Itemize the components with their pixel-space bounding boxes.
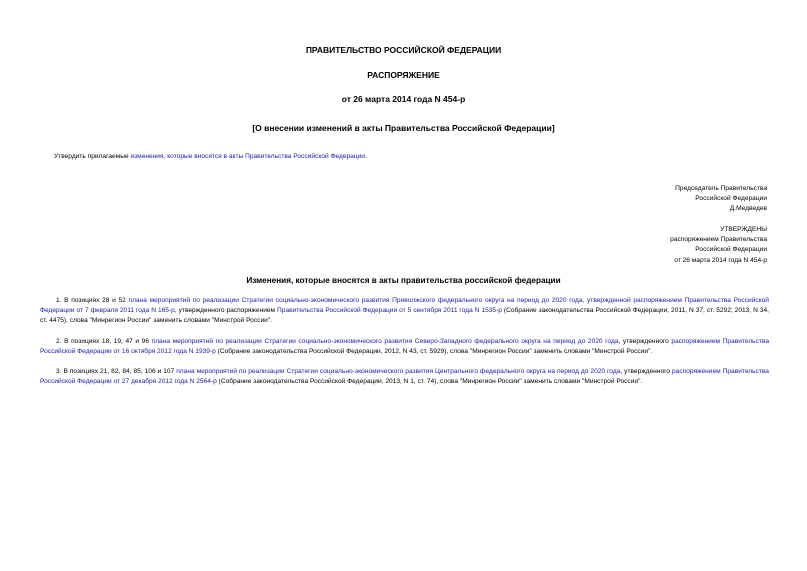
item-2-plan-link[interactable]: плана мероприятий по реализации Стратегии социально-экономического развития Северо-Западного федерального округа на период до 2020 года: [151, 338, 619, 345]
item-3-plan-link[interactable]: плана мероприятий по реализации Стратегии социально-экономического развития Центрального федерального округа на период до 2020 года: [176, 368, 621, 375]
item-2-text-c: (Собрание законодательства Российской Федерации, 2012, N 43, ст. 5929), слова "Минрегион России" заменить словами "Минстрой России".: [215, 348, 653, 356]
signature-title: Председатель Правительства: [675, 185, 767, 192]
item-3-order-link[interactable]: распоряжением Правительства Российской Федерации от 27 декабря 2012 года N 2564-р: [40, 368, 769, 386]
approval-word: УТВЕРЖДЕНЫ: [720, 226, 767, 233]
signature-block: [675, 184, 767, 215]
signature-name: Д.Медведев: [729, 205, 767, 213]
change-item-3: [40, 367, 769, 387]
item-2-text-a: 2. В позициях 18, 19, 47 и 96: [56, 338, 152, 345]
intro-paragraph: [54, 152, 367, 162]
item-2-text-b: , утвержденного: [618, 338, 672, 345]
document-subject: [О внесении изменений в акты Правительства Российской Федерации]: [252, 123, 555, 133]
item-1-text-a: 1. В позициях 28 и 52: [56, 297, 129, 304]
document-type: РАСПОРЯЖЕНИЕ: [367, 70, 440, 80]
item-1-plan-link[interactable]: плана мероприятий по реализации Стратегии социально-экономического развития Приволжского федерального округа на период до 2020 года, утвержденной распоряжением Правительства Российской Федерации от 7 февраля 2011 года N 165-р: [40, 297, 769, 315]
document-date-number: от 26 марта 2014 года N 454-р: [341, 94, 466, 104]
item-3-text-a: 3. В позициях 21, 82, 84, 85, 106 и 107: [56, 368, 177, 375]
signature-country: Российской Федерации: [695, 195, 767, 203]
item-1-order-link[interactable]: Правительства Российской Федерации от 5 сентября 2011 года N 1535-р: [277, 307, 502, 315]
intro-suffix: .: [364, 153, 367, 160]
approval-date: от 26 марта 2014 года N 454-р: [674, 256, 767, 264]
item-1-text-c: (Собрание законодательства Российской Федерации, 2011, N 37, ст. 5292; 2013, N 34, ст. 4475), слова "Минрегион России" заменить словами "Минстрой России".: [40, 307, 769, 325]
government-heading: ПРАВИТЕЛЬСТВО РОССИЙСКОЙ ФЕДЕРАЦИИ: [305, 45, 502, 55]
intro-changes-link[interactable]: изменения, которые вносятся в акты Правительства Российской Федерации: [130, 153, 365, 160]
changes-title: Изменения, которые вносятся в акты правительства российской федерации: [246, 276, 561, 285]
approval-block: [670, 225, 767, 266]
intro-prefix: Утвердить прилагаемые: [54, 153, 131, 160]
approval-country: Российской Федерации: [695, 246, 767, 254]
change-item-1: [40, 296, 769, 327]
approval-order: распоряжением Правительства: [670, 236, 767, 244]
item-3-text-b: , утвержденного: [620, 368, 673, 375]
item-1-text-b: , утвержденного распоряжением: [174, 307, 278, 315]
item-3-text-c: (Собрание законодательства Российской Федерации, 2013, N 1, ст. 74), слова "Минрегион России" заменить словами "Минстрой России".: [216, 378, 643, 386]
change-item-2: [40, 337, 769, 357]
item-2-order-link[interactable]: распоряжением Правительства Российской Федерации от 16 октября 2012 года N 1939-р: [40, 338, 770, 356]
